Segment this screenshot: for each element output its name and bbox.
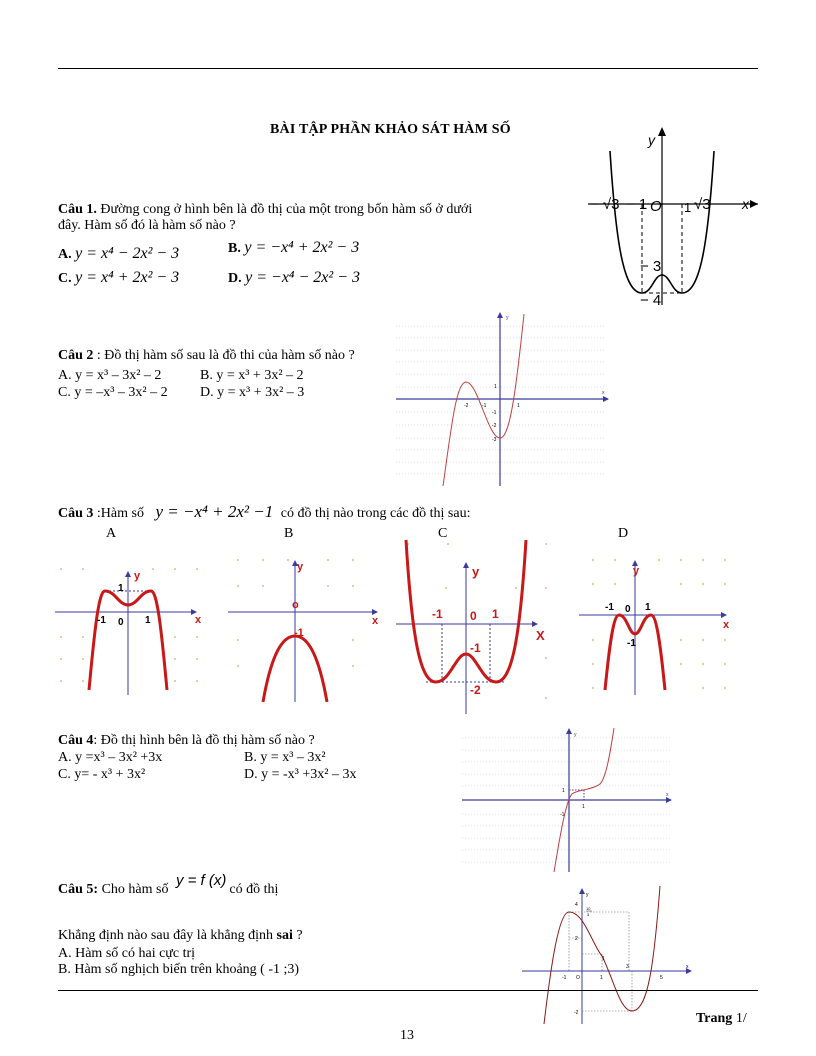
q3-graph-b-label-x: x [372,615,379,627]
q5-formula: y = f (x) [175,872,227,889]
q5-tick-2: 2 [575,936,578,942]
q2-tick-y-neg3: -3 [492,437,497,443]
q2-option-c: C. y = –x³ – 3x² – 2 [58,385,168,400]
q2-tick-y-neg1: -1 [492,410,497,416]
q5-label-x: x [686,964,689,970]
q4-label: Câu 4 [58,733,94,748]
q3-graph-a-label-y: y [134,570,141,582]
q1-label-neg3: − 3 [640,258,662,275]
q1-label-y: y [648,132,655,148]
q3-graph-c-label-yneg2: -2 [470,683,481,697]
q2-option-a: A. y = x³ – 3x² – 2 [58,368,162,383]
q5-stem-post: có đồ thị [229,882,279,897]
q4-graph [462,726,676,872]
q5-tick-1: 1 [602,956,605,962]
q4-option-c: C. y= - x³ + 3x² [58,767,146,782]
q2-tick-x-neg1: -1 [482,403,487,409]
q1-stem-line1: Đường cong ở hình bên là đồ thị của một trong bốn hàm số ở dưới [96,202,473,217]
q2-graph [396,310,611,488]
q3-graph-c-x-arrow [532,621,538,627]
q2-curve [443,314,524,486]
q1-y-arrow [658,127,666,136]
q5-tick-x1: 1 [600,975,603,981]
q2-x-arrow [603,396,609,402]
q1-label-one: 1 [684,200,692,215]
q5-label: Câu 5: [58,882,99,897]
q1-option-a-label: A. [58,247,72,262]
footer-page-num: 1/ [735,1011,747,1026]
q3-graph-b [228,552,386,702]
q4-option-b: B. y = x³ – 3x² [244,750,326,765]
q1-label-neg1: − 1 [626,196,648,213]
page-footer [696,1011,747,1027]
q3-graph-d-label-yneg1: -1 [627,638,636,649]
q4-y-arrow [566,728,572,734]
q3-graph-c-label-neg1: -1 [432,607,443,621]
q1-graph [588,125,760,315]
q5-tick-neg1: -1 [562,975,567,981]
q3-graph-b-label-y: y [297,561,304,573]
q4-tick-yneg1: -1 [560,812,565,818]
q1-stem-line2: đây. Hàm số đó là hàm số nào ? [58,218,236,233]
q1-option-c [58,270,179,287]
q1-label-neg-sqrt3: − √3 [590,196,620,213]
q3-label: Câu 3 [58,506,94,521]
q1-option-b-label: B. [228,241,241,256]
q2-label: Câu 2 [58,348,94,363]
q5-statement [58,928,303,944]
q4-tick-x1: 1 [582,804,585,810]
q1-option-c-label: C. [58,271,72,286]
q2-text [58,348,355,364]
q3-formula: y = −x⁴ + 2x² −1 [155,502,274,521]
q3-stem-post: có đồ thị nào trong các đồ thị sau: [280,506,471,521]
q1-option-d-formula: y = −x⁴ − 2x² − 3 [245,269,360,286]
q3-graph-d-label-y: y [633,565,640,577]
q3-graph-d-label-neg1: -1 [605,602,614,613]
q5-label-y: y [586,892,589,898]
q3-option-a-label: A [106,526,117,541]
q5-guides [569,912,632,1011]
q1-label: Câu 1. [58,202,97,217]
top-rule [58,68,758,69]
q1-option-b-formula: y = −x⁴ + 2x² − 3 [244,239,360,256]
q2-option-b: B. y = x³ + 3x² – 2 [200,368,304,383]
q5-stem-pre: Cho hàm số [98,882,169,897]
q3-graph-a-y-arrow [125,571,131,577]
q3-graph-a-label-1: 1 [118,583,124,594]
q2-tick-y-neg2: -2 [492,423,497,429]
q5-statement-pre: Khẳng định nào sau đây là khẳng định [58,928,277,943]
q5-tick-o: O [576,975,580,981]
q3-graph-c-label-x: X [536,628,545,643]
q5-graph [522,884,697,1024]
q2-stem: : Đồ thị hàm số sau là đồ thi của hàm số nào ? [93,348,355,363]
q2-label-x: x [602,390,605,396]
q1-option-a-formula: y = x⁴ − 2x² − 3 [75,245,180,262]
q3-graph-d-label-0: 0 [625,604,631,615]
q1-option-b [228,240,359,257]
q3-option-d-label: D [618,526,629,541]
q5-option-a: A. Hàm số có hai cực trị [58,946,196,961]
q5-tick-3: 3 [626,964,629,970]
q1-label-neg4: − 4 [640,292,662,309]
q4-label-x: x [666,792,669,798]
q3-graph-c-label-yneg1: -1 [470,641,481,655]
q3-graph-c-label-y: y [472,564,480,579]
q4-option-a: A. y =x³ – 3x² +3x [58,750,163,765]
q2-option-d: D. y = x³ + 3x² – 3 [200,385,305,400]
q3-stem-pre: :Hàm số [93,506,144,521]
q3-graph-a-label-pos1: 1 [145,615,151,626]
q3-graph-d-x-arrow [721,612,727,618]
q4-tick-y1: 1 [562,788,565,794]
q1-text [58,202,558,234]
q3-graph-a-label-x: x [195,614,202,626]
q2-tick-x-neg2: -2 [464,403,469,409]
footer-total: 13 [400,1028,414,1043]
q1-option-c-formula: y = x⁴ + 2x² − 3 [75,269,180,286]
q5-tick-4: 4 [575,902,578,908]
q5-tick-frac-den: 3 [587,912,590,917]
q3-graph-c-label-1: 1 [492,607,499,621]
q3-graph-d-dots [592,559,726,689]
q3-graph-a-label-neg1: -1 [97,615,106,626]
q5-y-arrow [579,888,585,894]
q4-stem: : Đồ thị hình bên là đồ thị hàm số nào ? [93,733,315,748]
q5-statement-post: ? [292,928,303,943]
q5-tick-5: 5 [660,975,663,981]
q1-option-d-label: D. [228,271,242,286]
q1-x-arrow [750,200,758,208]
q1-label-sqrt3: √3 [694,196,711,213]
page-title: BÀI TẬP PHẦN KHẢO SÁT HÀM SỐ [270,122,511,137]
q3-graph-d [575,540,745,695]
q4-label-y: y [574,732,577,738]
q1-option-d [228,270,360,287]
q3-graph-d-label-1: 1 [645,602,651,613]
q3-graph-d-label-x: x [723,619,730,631]
q3-graph-b-label-0: o [292,599,299,611]
q3-graph-c-label-0: 0 [470,609,477,623]
footer-page-label: Trang [696,1011,736,1026]
bottom-rule [58,990,758,991]
q3-option-c-label: C [438,526,448,541]
q5-tick-frac-num: 10 [586,906,591,911]
q1-option-a [58,246,179,263]
q5-option-b: B. Hàm số nghịch biến trên khoảng ( -1 ;3) [58,962,300,977]
q3-graph-b-label-neg1: -1 [294,627,304,639]
q2-tick-x-1: 1 [517,403,520,409]
q3-graph-a-label-0: 0 [118,617,124,628]
q5-tick-neg2: -2 [574,1010,579,1016]
q5-statement-bold: sai [276,928,293,943]
q3-graph-c-y-arrow [463,562,469,568]
q2-label-y: y [506,315,509,321]
q5-text [58,872,378,899]
q4-option-d: D. y = -x³ +3x² – 3x [244,767,357,782]
q3-graph-a [55,555,215,695]
q3-option-b-label: B [284,526,294,541]
q3-graph-a-dots [60,568,198,682]
q1-label-o: O [650,198,662,215]
q2-grid [396,326,606,474]
q4-text [58,733,315,749]
q2-y-arrow [497,312,503,318]
q1-label-x: x [742,196,749,212]
q3-text [58,504,578,522]
q2-tick-y-1: 1 [494,384,497,390]
q3-graph-c [396,538,566,714]
